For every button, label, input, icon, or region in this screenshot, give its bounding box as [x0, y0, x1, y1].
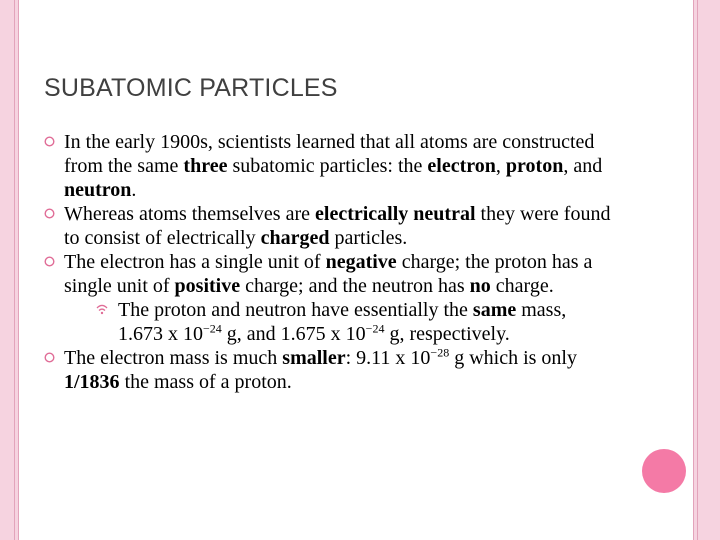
right-border-line [697, 0, 698, 540]
sub-bullet-1-text: The proton and neutron have essentially the same mass, 1.673 x $10^{-24}$ g, and 1.675 x $10^{-24}$ g, respectively. [118, 299, 567, 345]
bullet-4 [44, 346, 614, 394]
bullet-1-text: In the early 1900s, scientists learned that all atoms are constructed from the same three subatomic particles: the electron, proton, and neutron. [64, 131, 603, 201]
bullet-3-text: The electron has a single unit of negative charge; the proton has a single unit of positive charge; and the neutron has no charge. [64, 251, 593, 297]
hollow-circle-icon [44, 352, 55, 363]
hollow-circle-icon [44, 256, 55, 267]
decorative-pink-circle [642, 449, 686, 493]
bullet-2 [44, 202, 614, 250]
sub-bullet-1 [82, 298, 614, 346]
bullet-2-text: Whereas atoms themselves are electrically neutral they were found to consist of electrically charged particles. [64, 203, 611, 249]
bullet-list [44, 130, 614, 394]
wifi-arc-icon [96, 304, 108, 315]
bullet-3 [44, 250, 614, 346]
bullet-1 [44, 130, 614, 202]
hollow-circle-icon [44, 136, 55, 147]
left-border-line [14, 0, 15, 540]
hollow-circle-icon [44, 208, 55, 219]
slide-title: SUBATOMIC PARTICLES [44, 74, 338, 102]
bullet-4-text: The electron mass is much smaller: 9.11 x $10^{-28}$ g which is only 1/1836 the mass of a proton. [64, 345, 577, 393]
